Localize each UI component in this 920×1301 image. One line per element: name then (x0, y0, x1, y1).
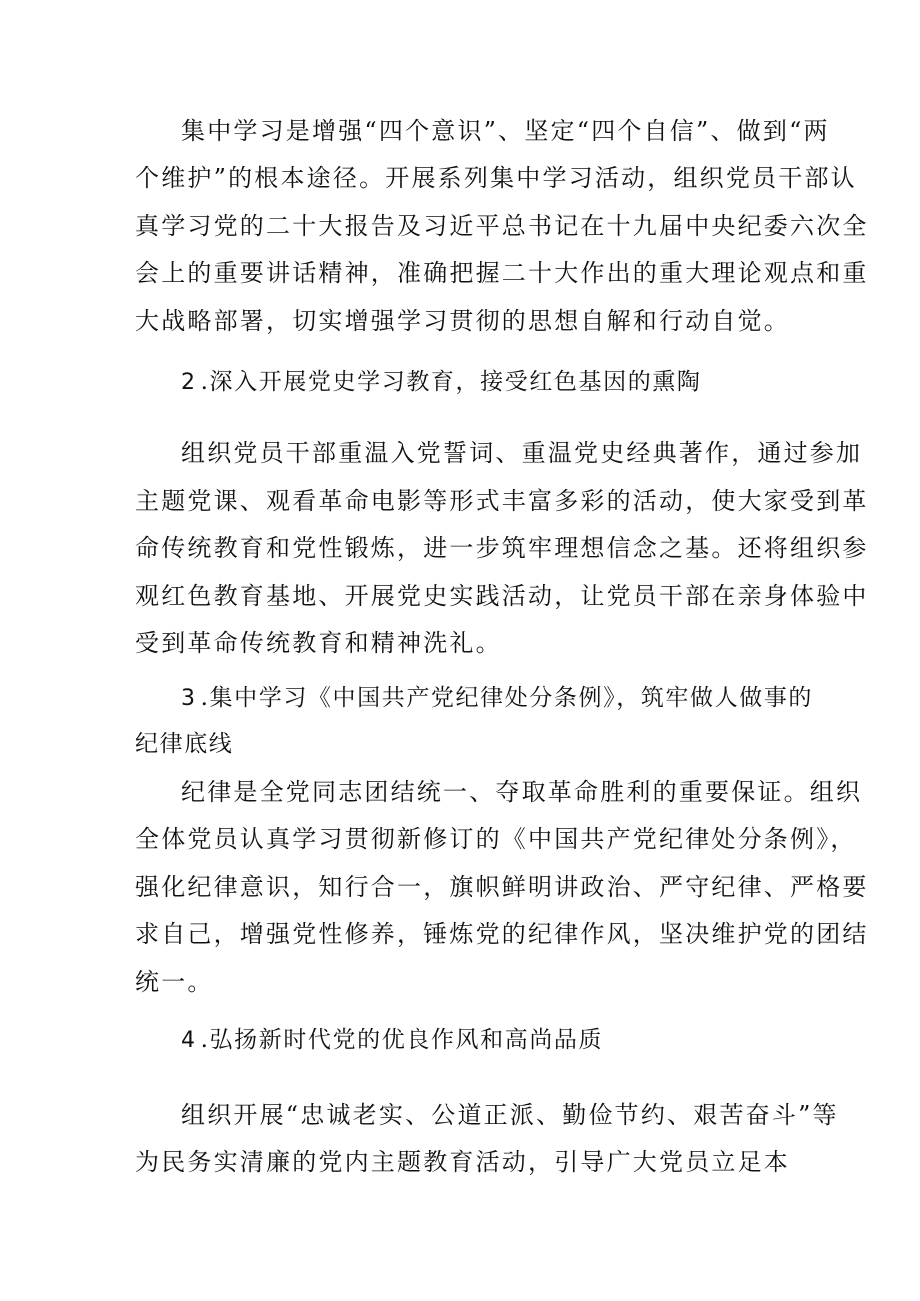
paragraph-3-line-4: 求自己，增强党性修养，锤炼党的纪律作风，坚决维护党的团结 (135, 920, 869, 948)
paragraph-3-line-5: 统一。 (135, 968, 214, 996)
paragraph-2-line-1: 组织党员干部重温入党誓词、重温党史经典著作，通过参加 (181, 439, 863, 467)
section-heading-3-line-2: 纪律底线 (135, 731, 234, 757)
paragraph-4-line-1: 组织开展“忠诚老实、公道正派、勤俭节约、艰苦奋斗”等 (181, 1101, 839, 1129)
paragraph-2-line-5: 受到革命传统教育和精神洗礼。 (135, 629, 502, 657)
paragraph-2-line-4: 观红色教育基地、开展党史实践活动，让党员干部在亲身体验中 (135, 582, 869, 610)
paragraph-1-line-4: 会上的重要讲话精神，准确把握二十大作出的重大理论观点和重 (135, 259, 869, 287)
section-heading-2 (181, 367, 702, 398)
heading-2-number: 2 (181, 370, 197, 395)
heading-4-text: .弘扬新时代党的优良作风和高尚品质 (200, 1027, 604, 1053)
section-heading-4 (181, 1025, 603, 1056)
heading-4-number: 4 (181, 1028, 197, 1053)
paragraph-1-line-3: 真学习党的二十大报告及习近平总书记在十九届中央纪委六次全 (135, 212, 869, 240)
paragraph-3-line-3: 强化纪律意识，知行合一，旗帜鲜明讲政治、严守纪律、严格要 (135, 873, 869, 901)
paragraph-1-line-5: 大战略部署，切实增强学习贯彻的思想自解和行动自觉。 (135, 307, 790, 335)
heading-3-text-line-1: .集中学习《中国共产党纪律处分条例》，筑牢做人做事的 (200, 685, 814, 711)
section-heading-3 (181, 683, 813, 714)
paragraph-2-line-2: 主题党课、观看革命电影等形式丰富多彩的活动，使大家受到革 (135, 487, 869, 515)
paragraph-2-line-3: 命传统教育和党性锻炼，进一步筑牢理想信念之基。还将组织参 (135, 534, 869, 562)
paragraph-1-line-1: 集中学习是增强“四个意识”、坚定“四个自信”、做到“两 (181, 117, 830, 145)
heading-2-text: .深入开展党史学习教育，接受红色基因的熏陶 (200, 369, 702, 395)
paragraph-3-line-2: 全体党员认真学习贯彻新修订的《中国共产党纪律处分条例》， (135, 825, 857, 853)
heading-3-number: 3 (181, 686, 197, 711)
paragraph-1-line-2: 个维护”的根本途径。开展系列集中学习活动，组织党员干部认 (135, 164, 857, 192)
paragraph-3-line-1: 纪律是全党同志团结统一、夺取革命胜利的重要保证。组织 (181, 778, 863, 806)
paragraph-4-line-2: 为民务实清廉的党内主题教育活动，引导广大党员立足本 (135, 1148, 790, 1176)
